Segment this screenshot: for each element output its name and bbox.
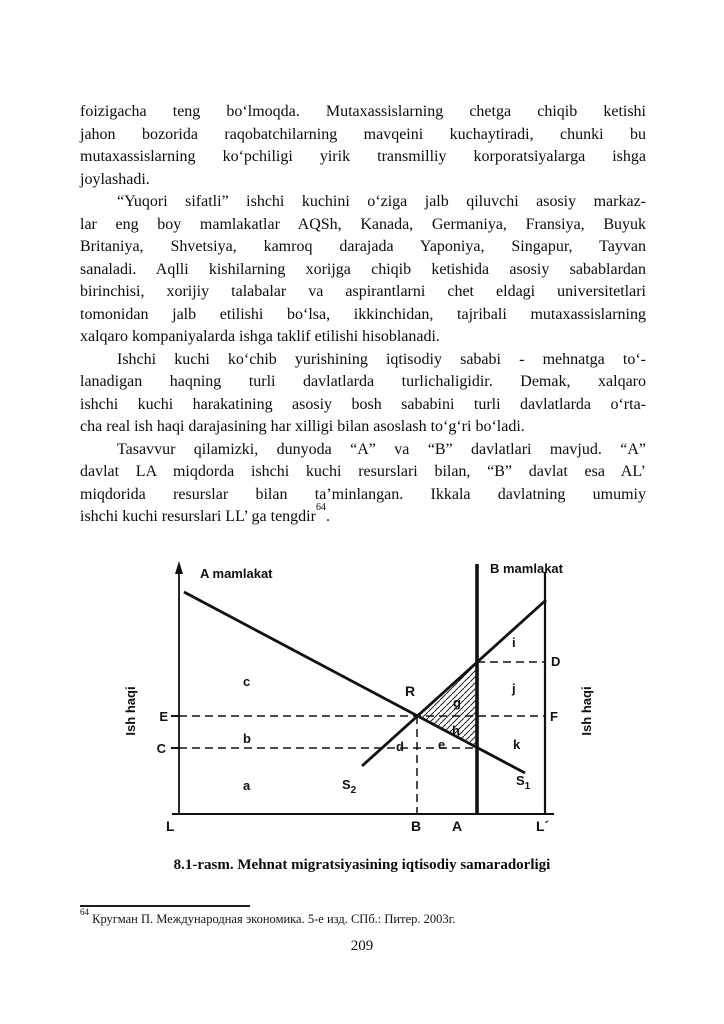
text-line: joylashadi.: [80, 170, 150, 188]
axis-label-A: A: [452, 817, 463, 834]
figure: [0, 556, 724, 874]
text-line: lanadigan haqning turli davlatlarda turlichaligidir. Demak, xalqaro: [80, 373, 646, 390]
text-segment: ishchi kuchi resurslari LL’ ga tengdir: [80, 508, 316, 525]
region-label-h: h: [452, 722, 460, 738]
text-line: tomonidan jalb etilishi boʻlsa, ikkinchidan, tajribali mutaxassislarning: [80, 305, 646, 323]
text-line: miqdorida resurslar bilan ta’minlangan. Ikkala davlatning umumiy: [80, 485, 646, 503]
labor-migration-diagram: [122, 556, 602, 851]
text-line: xalqaro kompaniyalarda ishga taklif etilishi hisoblanadi.: [80, 328, 440, 345]
region-label-i: i: [512, 634, 516, 650]
point-label-F: F: [550, 708, 558, 724]
text-segment: .: [325, 508, 330, 525]
axis-label-L-prime: L´: [536, 817, 550, 834]
text-line: “Yuqori sifatli” ishchi kuchini oʻziga jalb qiluvchi asosiy markaz-: [117, 193, 646, 210]
footnote-reference: 64: [315, 501, 326, 513]
footnote-area: [80, 905, 646, 927]
point-label-C: C: [156, 740, 166, 756]
region-label-a: a: [243, 777, 251, 793]
text-line: birinchisi, xorijiy talabalar va aspirantlarni chet eldagi universitetlari: [80, 283, 646, 300]
footnote: [80, 906, 646, 927]
paragraph-2: [80, 191, 646, 349]
text-line: [80, 501, 646, 529]
text-line: jahon bozorida raqobatchilarning mavqeini kuchaytiradi, chunki bu: [80, 125, 646, 143]
text-line: mutaxassislarning koʻpchiligi yirik transmilliy korporatsiyalarga ishga: [80, 148, 646, 165]
axis-label-L: L: [166, 817, 175, 834]
point-label-D: D: [551, 653, 561, 669]
left-axis-arrow-icon: [175, 561, 183, 574]
text-line: sanaladi. Aqlli kishilarning xorijga chiqib ketishida asosiy sabablardan: [80, 260, 646, 278]
paragraph-1: [80, 101, 646, 191]
footnote-divider: [80, 905, 250, 907]
text-line: cha real ish haqi darajasining har xilligi bilan asoslash toʻgʻri boʻladi.: [80, 418, 525, 435]
text-line: lar eng boy mamlakatlar AQSh, Kanada, Germaniya, Fransiya, Buyuk: [80, 215, 646, 233]
point-label-R: R: [405, 682, 416, 699]
region-label-c: c: [243, 673, 251, 689]
region-label-j: j: [512, 680, 516, 696]
region-label-d: d: [396, 738, 404, 754]
region-label-g: g: [453, 694, 461, 710]
region-label-e: e: [438, 736, 446, 752]
text-line: Tasavvur qilamizki, dunyoda “A” va “B” davlatlari mavjud. “A”: [117, 440, 646, 458]
text-line: Ishchi kuchi koʻchib yurishining iqtisodiy sababi - mehnatga toʻ-: [117, 350, 646, 368]
axis-label-B: B: [411, 817, 422, 834]
footnote-text: Кругман П. Международная экономика. 5-е изд. СПб.: Питер. 2003г.: [92, 912, 456, 926]
label-country-a: A mamlakat: [200, 565, 273, 581]
left-axis-title: Ish haqi: [123, 685, 138, 736]
text-line: ishchi kuchi harakatining asosiy bosh sababini turli davlatlarda oʻrta-: [80, 395, 646, 413]
label-country-b: B mamlakat: [490, 560, 563, 576]
page-number: 209: [350, 938, 374, 954]
curve-label-s1: $S_1$: [516, 772, 531, 792]
region-label-k: k: [513, 736, 521, 752]
text-line: foizigacha teng boʻlmoqda. Mutaxassislarning chetga chiqib ketishi: [80, 103, 646, 120]
paragraph-3: [80, 349, 646, 439]
curve-label-s2: $S_2$: [342, 776, 357, 796]
region-label-b: b: [243, 730, 251, 746]
right-axis-title: Ish haqi: [579, 685, 594, 736]
paragraph-4: [80, 439, 646, 529]
point-label-E: E: [159, 708, 168, 724]
figure-caption: 8.1-rasm. Mehnat migratsiyasining iqtisodiy samaradorligi: [173, 856, 551, 873]
footnote-ref: 64: [80, 906, 89, 917]
text-line: Britaniya, Shvetsiya, kamroq darajada Yaponiya, Singapur, Tayvan: [80, 238, 646, 255]
text-line: davlat LA miqdorda ishchi kuchi resurslari bilan, “B” davlat esa AL’: [80, 463, 646, 480]
hatched-gain-region: [417, 662, 477, 748]
